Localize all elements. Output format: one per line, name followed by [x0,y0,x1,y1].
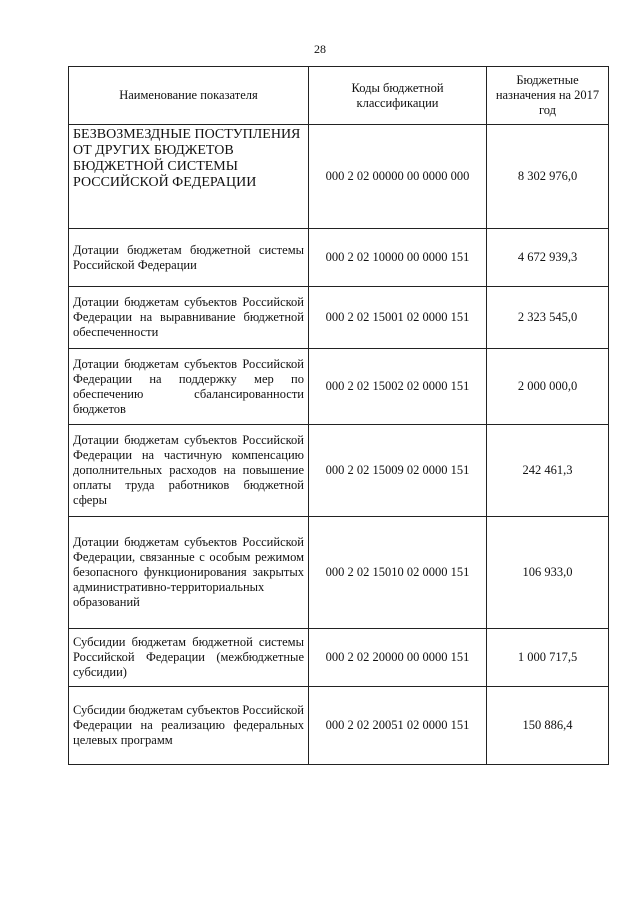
header-budget-appropriations: Бюджетные назначения на 2017 год [487,67,609,125]
table-row [69,517,609,629]
header-indicator-name: Наименование показателя [69,67,309,125]
row-name: Дотации бюджетам бюджетной системы Российской Федерации [69,229,309,287]
page-number: 28 [314,42,326,56]
row-name: Дотации бюджетам субъектов Российской Федерации на поддержку мер по обеспечению сбалансированности бюджетов [69,349,309,425]
row-amount: 4 672 939,3 [487,229,609,287]
header-classification-codes: Коды бюджетной классификации [309,67,487,125]
row-name: БЕЗВОЗМЕЗДНЫЕ ПОСТУПЛЕНИЯ ОТ ДРУГИХ БЮДЖЕТОВ БЮДЖЕТНОЙ СИСТЕМЫ РОССИЙСКОЙ ФЕДЕРАЦИИ [69,125,309,229]
row-code: 000 2 02 20051 02 0000 151 [309,687,487,765]
row-amount: 2 000 000,0 [487,349,609,425]
row-name: Субсидии бюджетам бюджетной системы Российской Федерации (межбюджетные субсидии) [69,629,309,687]
row-code: 000 2 02 15001 02 0000 151 [309,287,487,349]
row-code: 000 2 02 15010 02 0000 151 [309,517,487,629]
table-row [69,287,609,349]
row-name: Субсидии бюджетам субъектов Российской Федерации на реализацию федеральных целевых программ [69,687,309,765]
table-row [69,687,609,765]
row-name: Дотации бюджетам субъектов Российской Федерации, связанные с особым режимом безопасного функционирования закрытых административно-территориальных образований [69,517,309,629]
row-amount: 2 323 545,0 [487,287,609,349]
table-row [69,349,609,425]
row-amount: 150 886,4 [487,687,609,765]
row-amount: 242 461,3 [487,425,609,517]
row-code: 000 2 02 20000 00 0000 151 [309,629,487,687]
row-code: 000 2 02 00000 00 0000 000 [309,125,487,229]
table-row [69,125,609,229]
table-row [69,629,609,687]
budget-table [68,66,609,765]
table-row [69,229,609,287]
row-code: 000 2 02 10000 00 0000 151 [309,229,487,287]
table-header-row [69,67,609,125]
row-amount: 106 933,0 [487,517,609,629]
row-name: Дотации бюджетам субъектов Российской Федерации на частичную компенсацию дополнительных расходов на повышение оплаты труда работников бюджетной сферы [69,425,309,517]
row-name: Дотации бюджетам субъектов Российской Федерации на выравнивание бюджетной обеспеченности [69,287,309,349]
row-code: 000 2 02 15002 02 0000 151 [309,349,487,425]
row-code: 000 2 02 15009 02 0000 151 [309,425,487,517]
row-amount: 1 000 717,5 [487,629,609,687]
table-row [69,425,609,517]
row-amount: 8 302 976,0 [487,125,609,229]
